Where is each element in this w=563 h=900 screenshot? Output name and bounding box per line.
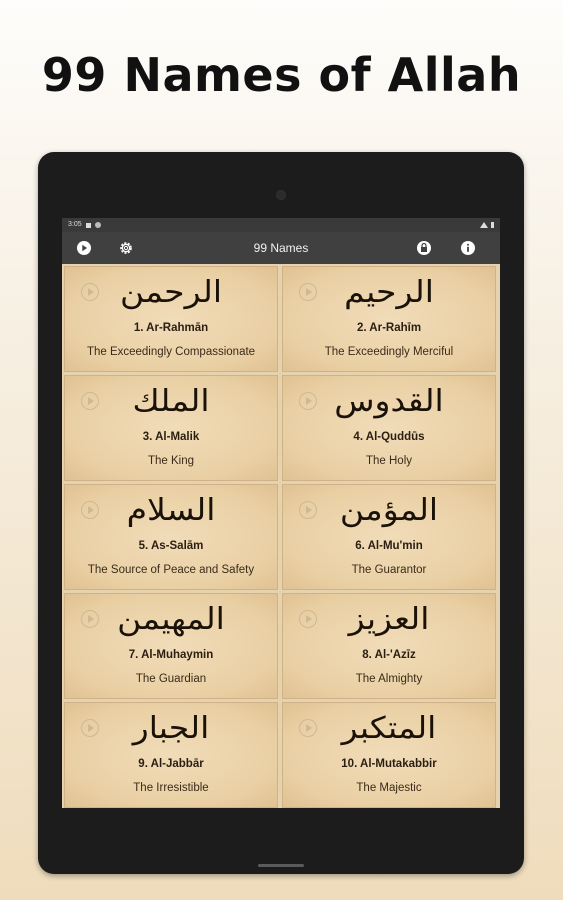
notification-icon xyxy=(86,223,91,228)
arabic-name: العزيز xyxy=(348,602,430,637)
transliteration: 7. Al-Muhaymin xyxy=(128,649,214,661)
wifi-icon xyxy=(480,222,488,228)
arabic-name: المؤمن xyxy=(339,493,439,528)
transliteration: 8. Al-'Azīz xyxy=(362,649,416,661)
arabic-name: الرحمن xyxy=(119,275,223,310)
name-card[interactable] xyxy=(64,593,278,699)
transliteration: 4. Al-Quddūs xyxy=(353,431,425,443)
transliteration: 6. Al-Mu'min xyxy=(355,540,423,552)
transliteration: 2. Ar-Rahīm xyxy=(356,322,422,334)
name-card[interactable] xyxy=(64,702,278,808)
meaning: The Exceedingly Merciful xyxy=(324,346,454,358)
transliteration: 3. Al-Malik xyxy=(142,431,200,443)
arabic-name: الجبار xyxy=(132,711,210,746)
name-card[interactable] xyxy=(282,702,496,808)
meaning: The Guarantor xyxy=(351,564,427,576)
lock-button[interactable] xyxy=(416,240,432,256)
meaning: The Guardian xyxy=(135,673,207,685)
name-card[interactable] xyxy=(64,375,278,481)
battery-icon xyxy=(491,222,494,228)
app-notification-icon xyxy=(95,222,101,228)
tablet-frame xyxy=(38,152,524,874)
meaning: The Source of Peace and Safety xyxy=(87,564,255,576)
info-button[interactable] xyxy=(460,240,476,256)
arabic-name: السلام xyxy=(126,493,216,528)
app-bar xyxy=(62,232,500,264)
status-bar xyxy=(62,218,500,232)
transliteration: 9. Al-Jabbār xyxy=(138,758,204,770)
camera-dot xyxy=(276,190,286,200)
arabic-name: الملك xyxy=(132,384,210,419)
meaning: The Holy xyxy=(365,455,413,467)
name-card[interactable] xyxy=(64,266,278,372)
arabic-name: الرحيم xyxy=(344,275,434,310)
home-indicator[interactable] xyxy=(258,864,304,867)
name-card[interactable] xyxy=(282,375,496,481)
headline: 99 Names of Allah xyxy=(41,48,522,102)
arabic-name: القدوس xyxy=(334,384,444,419)
arabic-name: المهيمن xyxy=(117,602,225,637)
meaning: The Almighty xyxy=(355,673,423,685)
lock-icon xyxy=(416,240,432,256)
info-icon xyxy=(460,240,476,256)
meaning: The Exceedingly Compassionate xyxy=(86,346,256,358)
arabic-name: المتكبر xyxy=(341,711,437,746)
meaning: The Majestic xyxy=(356,782,422,794)
name-card[interactable] xyxy=(282,593,496,699)
transliteration: 1. Ar-Rahmān xyxy=(133,322,209,334)
status-time: 3:05 xyxy=(68,221,82,228)
meaning: The Irresistible xyxy=(133,782,209,794)
name-card[interactable] xyxy=(282,266,496,372)
names-grid xyxy=(64,266,498,808)
transliteration: 5. As-Salām xyxy=(138,540,204,552)
app-screen xyxy=(62,218,500,808)
transliteration: 10. Al-Mutakabbir xyxy=(341,758,437,770)
app-title: 99 Names xyxy=(253,241,309,255)
meaning: The King xyxy=(147,455,195,467)
name-card[interactable] xyxy=(282,484,496,590)
name-card[interactable] xyxy=(64,484,278,590)
